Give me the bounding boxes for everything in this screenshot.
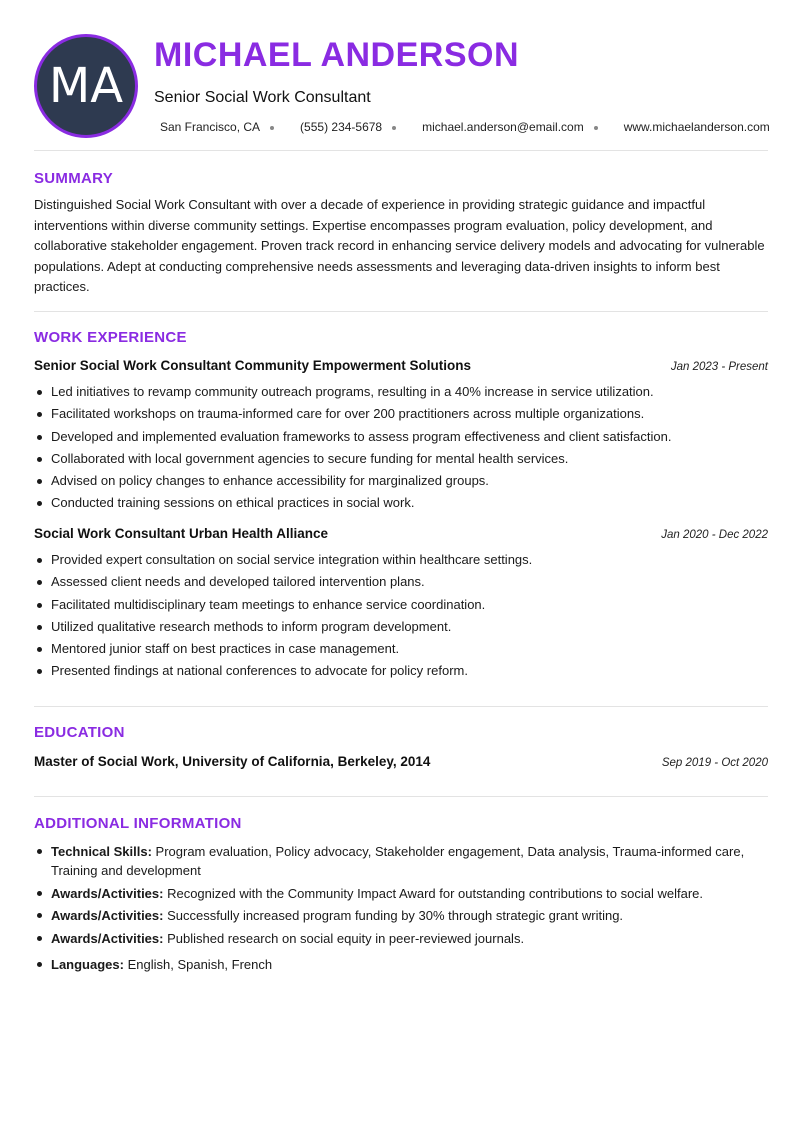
avatar: [34, 34, 138, 138]
education-date: Sep 2019 - Oct 2020: [661, 757, 768, 769]
list-item: Facilitated workshops on trauma-informed care for over 200 practitioners across multiple organizations.: [34, 403, 774, 425]
contact-bar: [160, 120, 770, 134]
list-item: Conducted training sessions on ethical practices in social work.: [34, 492, 774, 514]
list-item: [34, 884, 774, 903]
bullet-separator-icon: [270, 126, 274, 130]
list-item: [34, 929, 774, 948]
candidate-title: Senior Social Work Consultant: [154, 89, 371, 106]
list-item: Assessed client needs and developed tailored intervention plans.: [34, 571, 774, 593]
divider: [34, 150, 768, 151]
summary-heading: SUMMARY: [34, 170, 114, 187]
education-heading: EDUCATION: [34, 724, 125, 741]
contact-email[interactable]: michael.anderson@email.com: [422, 120, 584, 134]
divider: [34, 796, 768, 797]
job-bullets: [34, 549, 774, 683]
list-item: Led initiatives to revamp community outreach programs, resulting in a 40% increase in service utilization.: [34, 381, 774, 403]
summary-text: Distinguished Social Work Consultant with over a decade of experience in providing strategic guidance and impactful interventions within diverse community settings. Expertise encompasses program evaluation, policy development, and collaborative stakeholder engagement. Proven track record in enhancing service delivery models and advocating for vulnerable populations. Adept at conducting comprehensive needs assessments and leveraging data-driven insights to inform best practices.: [34, 197, 765, 294]
list-item: Developed and implemented evaluation frameworks to assess program effectiveness and client satisfaction.: [34, 426, 774, 448]
item-label: Technical Skills:: [51, 844, 152, 859]
item-label: Awards/Activities:: [51, 908, 164, 923]
bullet-separator-icon: [392, 126, 396, 130]
contact-phone: (555) 234-5678: [300, 120, 383, 134]
item-label: Languages:: [51, 956, 124, 972]
list-item: Provided expert consultation on social service integration within healthcare settings.: [34, 549, 774, 571]
item-text: Program evaluation, Policy advocacy, Stakeholder engagement, Data analysis, Trauma-informed care, Training and development: [51, 844, 745, 878]
job-header: [34, 358, 768, 373]
divider: [34, 311, 768, 312]
job-title: Social Work Consultant Urban Health Alliance: [34, 526, 329, 541]
list-item: Presented findings at national conferences to advocate for policy reform.: [34, 660, 774, 682]
item-text: Published research on social equity in peer-reviewed journals.: [163, 930, 525, 946]
degree: Master of Social Work, University of California, Berkeley, 2014: [34, 754, 431, 769]
avatar-initials: MA: [48, 58, 124, 114]
list-item: Mentored junior staff on best practices in case management.: [34, 638, 774, 660]
item-text: Successfully increased program funding by 30% through strategic grant writing.: [163, 908, 624, 923]
contact-location: San Francisco, CA: [160, 120, 261, 134]
additional-info-list: [34, 842, 774, 977]
divider: [34, 706, 768, 707]
item-label: Awards/Activities:: [51, 885, 164, 901]
list-item: Advised on policy changes to enhance accessibility for marginalized groups.: [34, 470, 774, 492]
bullet-separator-icon: [594, 126, 598, 130]
additional-information-heading: ADDITIONAL INFORMATION: [34, 815, 242, 832]
candidate-name: MICHAEL ANDERSON: [154, 36, 520, 74]
job-bullets: [34, 381, 774, 515]
list-item: [34, 955, 774, 974]
list-item: Facilitated multidisciplinary team meetings to enhance service coordination.: [34, 594, 774, 616]
education-entry: [34, 754, 768, 769]
item-label: Awards/Activities:: [51, 930, 164, 946]
item-text: Recognized with the Community Impact Award for outstanding contributions to social welfare.: [163, 885, 704, 901]
job-header: [34, 526, 768, 541]
list-item: Collaborated with local government agencies to secure funding for mental health services.: [34, 448, 774, 470]
list-item: [34, 842, 774, 880]
job-date: Jan 2023 - Present: [670, 361, 768, 373]
contact-website[interactable]: www.michaelanderson.com: [623, 120, 770, 134]
work-experience-heading: WORK EXPERIENCE: [34, 329, 187, 346]
job-date: Jan 2020 - Dec 2022: [661, 529, 768, 541]
item-text: English, Spanish, French: [123, 956, 273, 972]
job-title: Senior Social Work Consultant Community Empowerment Solutions: [34, 358, 472, 373]
list-item: Utilized qualitative research methods to inform program development.: [34, 616, 774, 638]
list-item: [34, 906, 774, 925]
